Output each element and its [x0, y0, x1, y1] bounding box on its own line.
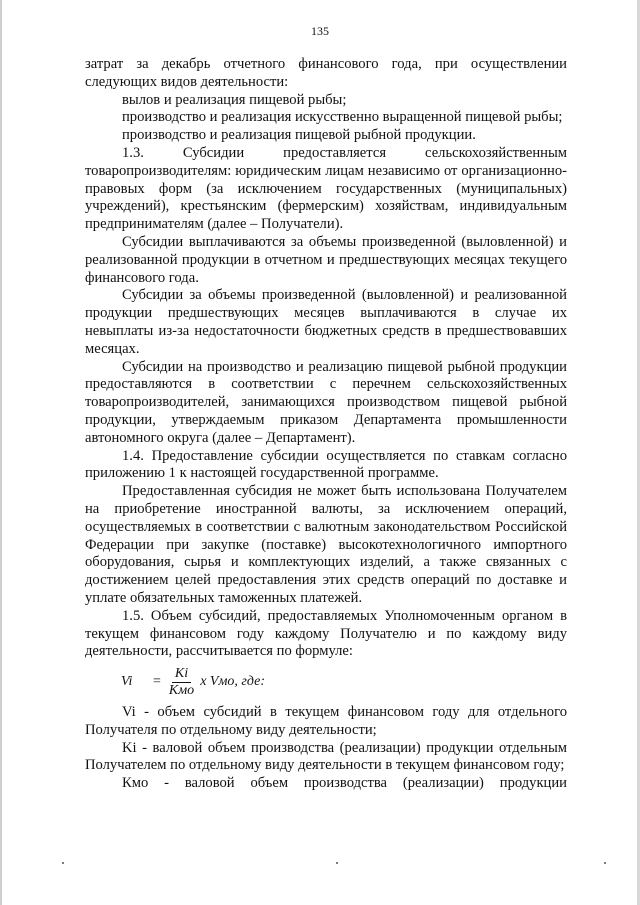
- definition-ki: Ki - валовой объем производства (реализации) продукции отдельным Получателем по отдельному виду деятельности в текущем финансовом году;: [85, 739, 567, 774]
- document-body: [85, 56, 567, 793]
- paragraph-1: затрат за декабрь отчетного финансового года, при осуществлении следующих видов деятельности:: [85, 56, 567, 90]
- paragraph-6: Субсидии выплачиваются за объемы произведенной (выловленной) и реализованной продукции в отчетном и предшествующих месяцах текущего финансового года.: [85, 233, 567, 286]
- paragraph-8: Субсидии на производство и реализацию пищевой рыбной продукции предоставляются в соответствии с перечнем сельскохозяйственных товаропроизводителей, занимающихся производством пищевой рыбной продукции, утверждаемым приказом Департамента промышленности автономного округа (далее – Департамент).: [85, 358, 567, 446]
- formula-denominator: Kмо: [168, 682, 195, 698]
- scan-speck: [62, 862, 64, 864]
- scan-speck: [604, 862, 606, 864]
- paragraph-7: Субсидии за объемы произведенной (выловленной) и реализованной продукции предшествующих месяцев выплачиваются в случае их невыплаты из-за недостаточности бюджетных средств в предшествовавших месяцах.: [85, 287, 567, 357]
- paragraph-5: 1.3. Субсидии предоставляется сельскохозяйственным товаропроизводителям: юридическим лицам независимо от организационно-правовых форм (за исключением государственных (муниципальных) учреждений), крестьянским (фермерским) хозяйствам, индивидуальным предпринимателям (далее – Получатели).: [85, 144, 567, 233]
- formula-equals: =: [153, 674, 161, 690]
- paragraph-3: производство и реализация искусственно выращенной пищевой рыбы;: [122, 109, 563, 126]
- definition-vi: Vi - объем субсидий в текущем финансовом году для отдельного Получателя по отдельному виду деятельности;: [85, 704, 567, 738]
- definition-kmo: Кмо - валовой объем производства (реализации) продукции: [122, 775, 567, 792]
- paragraph-10: Предоставленная субсидия не может быть использована Получателем на приобретение иностранной валюты, за исключением операций, осуществляемых в соответствии с валютным законодательством Российской Федерации при закупке (поставке) высокотехнологичного импортного оборудования, сырья и комплектующих изделий, а также связанных с достижением целей предоставления этих средств операций по доставке и уплате обязательных таможенных платежей.: [85, 483, 567, 606]
- paragraph-2: вылов и реализация пищевой рыбы;: [122, 91, 347, 108]
- formula-rest: x Vмо, где:: [200, 674, 265, 690]
- formula-lhs: Vi: [121, 674, 133, 690]
- scan-edge-left: [0, 0, 2, 905]
- paragraph-11: 1.5. Объем субсидий, предоставляемых Уполномоченным органом в текущем финансовом году каждому Получателю и по каждому виду деятельности, рассчитывается по формуле:: [85, 607, 567, 660]
- paragraph-9: 1.4. Предоставление субсидии осуществляется по ставкам согласно приложению 1 к настоящей государственной программе.: [85, 447, 567, 482]
- formula-fraction: [169, 666, 194, 699]
- page-number: 135: [311, 24, 329, 38]
- paragraph-4: производство и реализация пищевой рыбной продукции.: [122, 127, 476, 144]
- scan-speck: [336, 862, 338, 864]
- subsidy-formula: [85, 662, 567, 702]
- formula-numerator: Ki: [172, 666, 191, 683]
